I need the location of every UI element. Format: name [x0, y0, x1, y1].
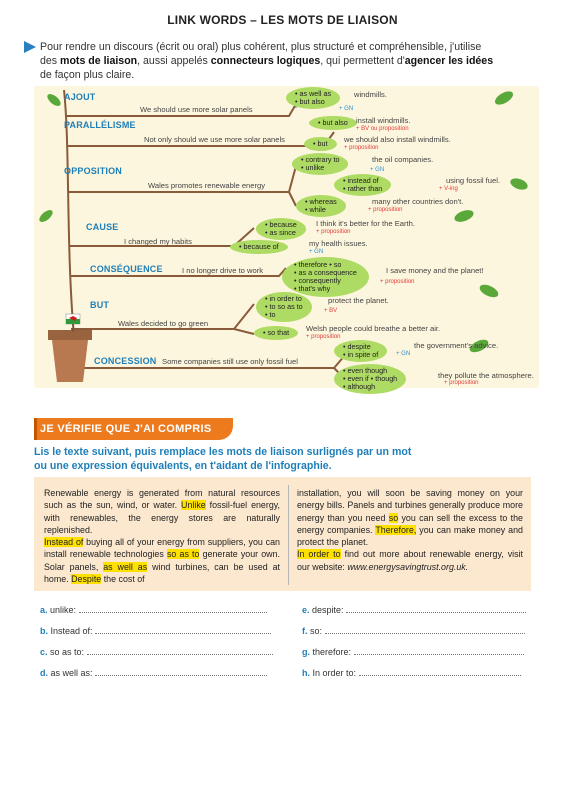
leaf-word: • whereas — [305, 197, 337, 206]
concession-gn: + GN — [396, 351, 411, 357]
exercise-item-c — [40, 647, 273, 657]
text-paragraph — [44, 536, 280, 585]
ajout-leaf — [286, 87, 340, 109]
answer-line[interactable] — [87, 648, 273, 655]
leaf-word: • as well as — [295, 89, 332, 98]
leaf-word: • in spite of — [343, 350, 379, 359]
leaf-word: • although — [343, 382, 376, 391]
highlighted-link-word: Despite — [71, 574, 102, 585]
opposition-tail-3: many other countries don't. — [372, 197, 464, 206]
exercise-item-e — [302, 605, 526, 615]
instruction-line: ou une expression équivalents, en t'aidant de l'infographie. — [34, 460, 332, 472]
answer-line[interactable] — [346, 606, 526, 613]
leaf-decor — [453, 208, 475, 224]
reading-text-box — [34, 477, 531, 591]
column-divider — [288, 485, 289, 585]
page-title: LINK WORDS – LES MOTS DE LIAISON — [167, 13, 398, 27]
leaf-decor — [509, 176, 529, 192]
leaf-decor — [478, 282, 500, 300]
item-letter: b. — [40, 626, 48, 636]
text-run: buying all of your energy from suppliers, you can install renewable technologies — [44, 537, 280, 560]
parallelisme-leaf-2: • but — [304, 137, 337, 151]
text-run: installation, you will soon be saving money on your energy bills. Panels and turbines generally produce more energy than you need — [297, 488, 523, 523]
text-run: Renewable energy is generated from natural resources such as the sun, wind, or water. — [44, 488, 280, 511]
consequence-note: + proposition — [380, 279, 415, 285]
leaf-word: • to — [265, 310, 276, 319]
but-tail-1: protect the planet. — [328, 296, 389, 305]
intro-paragraph — [40, 40, 530, 82]
item-label: In order to: — [312, 668, 357, 678]
answer-line[interactable] — [95, 627, 271, 634]
website-url: www.energysavingtrust.org.uk. — [347, 561, 469, 572]
item-label: unlike: — [50, 605, 77, 615]
parallelisme-note-2: + proposition — [344, 145, 379, 151]
intro-bold: agencer les idées — [404, 55, 494, 67]
highlighted-link-word: Therefore, — [375, 524, 417, 535]
concession-tail-1: the government's advice. — [414, 341, 499, 350]
opposition-branch-2 — [289, 192, 296, 206]
opposition-tail-1: the oil companies. — [372, 155, 434, 164]
item-label: therefore: — [312, 647, 352, 657]
but-branch-2 — [234, 329, 254, 334]
item-label: as well as: — [50, 668, 93, 678]
flower-pot — [48, 314, 92, 382]
text-column-left — [44, 487, 280, 585]
heading-consequence: CONSÉQUENCE — [90, 264, 163, 274]
intro-bold: mots de liaison — [60, 55, 138, 67]
cause-leaf-1 — [256, 218, 306, 240]
exercise-item-d — [40, 668, 267, 678]
cause-sentence: I changed my habits — [124, 237, 192, 246]
leaf-decor — [45, 92, 62, 108]
consequence-sentence: I no longer drive to work — [182, 266, 264, 275]
text-run: you can make money and protect the planet. — [297, 524, 523, 548]
item-letter: e. — [302, 605, 310, 615]
item-label: so as to: — [50, 647, 85, 657]
leaf-word: • unlike — [301, 163, 325, 172]
text-paragraph — [297, 487, 523, 548]
item-label: Instead of: — [50, 626, 93, 636]
exercise-item-f — [302, 626, 525, 636]
cause-leaf-2: • because of — [230, 240, 288, 254]
item-letter: h. — [302, 668, 310, 678]
intro-text: des — [40, 55, 61, 67]
but-note-2: + proposition — [306, 334, 341, 340]
leaf-word: • in order to — [265, 294, 302, 303]
leaf-word: • but also — [295, 97, 325, 106]
opposition-gn: + GN — [370, 167, 385, 173]
cause-gn: + GN — [309, 249, 324, 255]
exercise-item-h — [302, 668, 521, 678]
leaf-word: • because — [265, 220, 297, 229]
section-banner: JE VÉRIFIE QUE J'AI COMPRIS — [34, 418, 233, 440]
instruction-line: Lis le texte suivant, puis remplace les mots de liaison surlignés par un mot — [34, 446, 412, 458]
intro-text: , qui permettent d' — [320, 55, 405, 67]
concession-note-2: + proposition — [444, 380, 479, 386]
text-column-right — [297, 487, 523, 573]
leaf-decor — [37, 208, 54, 224]
leaf-word: • even though — [343, 366, 388, 375]
concession-sentence: Some companies still use only fossil fuel — [162, 357, 298, 366]
answer-line[interactable] — [79, 606, 267, 613]
parallelisme-tail-2: we should also install windmills. — [344, 135, 451, 144]
highlighted-link-word: Unlike — [181, 500, 206, 511]
answer-line[interactable] — [95, 669, 267, 676]
text-paragraph — [44, 487, 280, 536]
leaf-decor — [493, 89, 515, 108]
item-label: despite: — [312, 605, 344, 615]
leaf-word: • instead of — [343, 176, 379, 185]
leaf-word: • to so as to — [265, 302, 303, 311]
concession-tail-2: they pollute the atmosphere. — [438, 371, 534, 380]
parallelisme-leaf-1: • but also — [309, 116, 357, 130]
leaf-word: • as since — [265, 228, 296, 237]
text-run: generate your own. Solar panels, — [44, 549, 280, 572]
intro-bold: connecteurs logiques — [210, 55, 321, 67]
text-run: fossil-fuel energy, with renewables, the energy stores are naturally replenished. — [44, 500, 281, 535]
item-letter: c. — [40, 647, 48, 657]
item-letter: g. — [302, 647, 310, 657]
cause-tail-2: my health issues. — [309, 239, 368, 248]
opposition-leaf-1 — [292, 153, 348, 175]
item-letter: d. — [40, 668, 48, 678]
ajout-tail: windmills. — [354, 90, 387, 99]
answer-line[interactable] — [354, 648, 524, 655]
item-letter: f. — [302, 626, 308, 636]
leaf-word: • even if • though — [343, 374, 398, 383]
leaf-word: • while — [305, 205, 326, 214]
exercise-item-g — [302, 647, 524, 657]
text-run: find out more about renewable energy, visit our website: — [297, 549, 523, 572]
but-tail-2: Welsh people could breathe a better air. — [306, 324, 441, 333]
answer-line[interactable] — [359, 669, 521, 676]
but-leaf-2: • so that — [254, 326, 298, 340]
opposition-note-3: + proposition — [368, 207, 403, 213]
leaf-word: • consequently — [294, 276, 341, 285]
heading-but: BUT — [90, 300, 110, 310]
opposition-leaf-3 — [296, 195, 346, 217]
but-sentence: Wales decided to go green — [118, 319, 209, 328]
answer-line[interactable] — [325, 627, 525, 634]
intro-line: de façon plus claire. — [40, 69, 135, 81]
highlighted-link-word: as well as — [103, 561, 148, 572]
heading-ajout: AJOUT — [64, 92, 96, 102]
consequence-tail: I save money and the planet! — [386, 266, 484, 275]
intro-line: Pour rendre un discours (écrit ou oral) plus cohérent, plus structuré et compréhensible, j'utilise — [40, 41, 482, 53]
ajout-gn: + GN — [339, 106, 354, 112]
exercise-item-a — [40, 605, 267, 615]
highlighted-link-word: In order to — [297, 549, 341, 560]
concession-leaf-2 — [334, 364, 406, 394]
text-paragraph — [297, 548, 523, 573]
item-label: so: — [310, 626, 323, 636]
text-run: the cost of — [101, 574, 145, 585]
opposition-sentence: Wales promotes renewable energy — [148, 181, 266, 190]
heading-concession: CONCESSION — [94, 356, 157, 366]
leaf-word: • therefore • so — [294, 260, 342, 269]
opposition-leaf-2 — [334, 174, 391, 196]
intro-text: , aussi appelés — [137, 55, 211, 67]
parallelisme-note-1: + BV ou proposition — [356, 126, 409, 132]
arrow-icon — [24, 41, 36, 53]
leaf-word: • that's why — [294, 284, 331, 293]
ajout-sentence: We should use more solar panels — [140, 105, 253, 114]
heading-cause: CAUSE — [86, 222, 119, 232]
link-words-infographic — [34, 86, 539, 391]
exercise-item-b — [40, 626, 271, 636]
concession-leaf-1 — [334, 340, 387, 362]
text-run: you can sell the excess to the energy companies. — [297, 512, 523, 535]
cause-tail-1: I think it's better for the Earth. — [316, 219, 415, 228]
highlighted-link-word: Instead of — [44, 537, 84, 548]
leaf-word: • as a consequence — [294, 268, 357, 277]
but-leaf-1 — [256, 292, 312, 322]
leaf-word: • contrary to — [301, 155, 340, 164]
cause-note-1: + proposition — [316, 229, 351, 235]
opposition-note-2: + V-ing — [439, 186, 458, 192]
item-letter: a. — [40, 605, 48, 615]
opposition-tail-2: using fossil fuel. — [446, 176, 501, 185]
highlighted-link-word: so — [388, 512, 399, 523]
heading-parallelisme: PARALLÉLISME — [64, 120, 136, 130]
leaf-word: • rather than — [343, 184, 383, 193]
highlighted-link-word: so as to — [166, 549, 200, 560]
heading-opposition: OPPOSITION — [64, 166, 123, 176]
parallelisme-sentence: Not only should we use more solar panels — [144, 135, 285, 144]
but-note-1: + BV — [324, 308, 338, 314]
instruction — [34, 445, 529, 473]
text-run: wind turbines, can be used at home. — [44, 561, 280, 585]
leaf-word: • despite — [343, 342, 371, 351]
parallelisme-tail-1: install windmills. — [356, 116, 411, 125]
consequence-leaf — [282, 257, 369, 297]
